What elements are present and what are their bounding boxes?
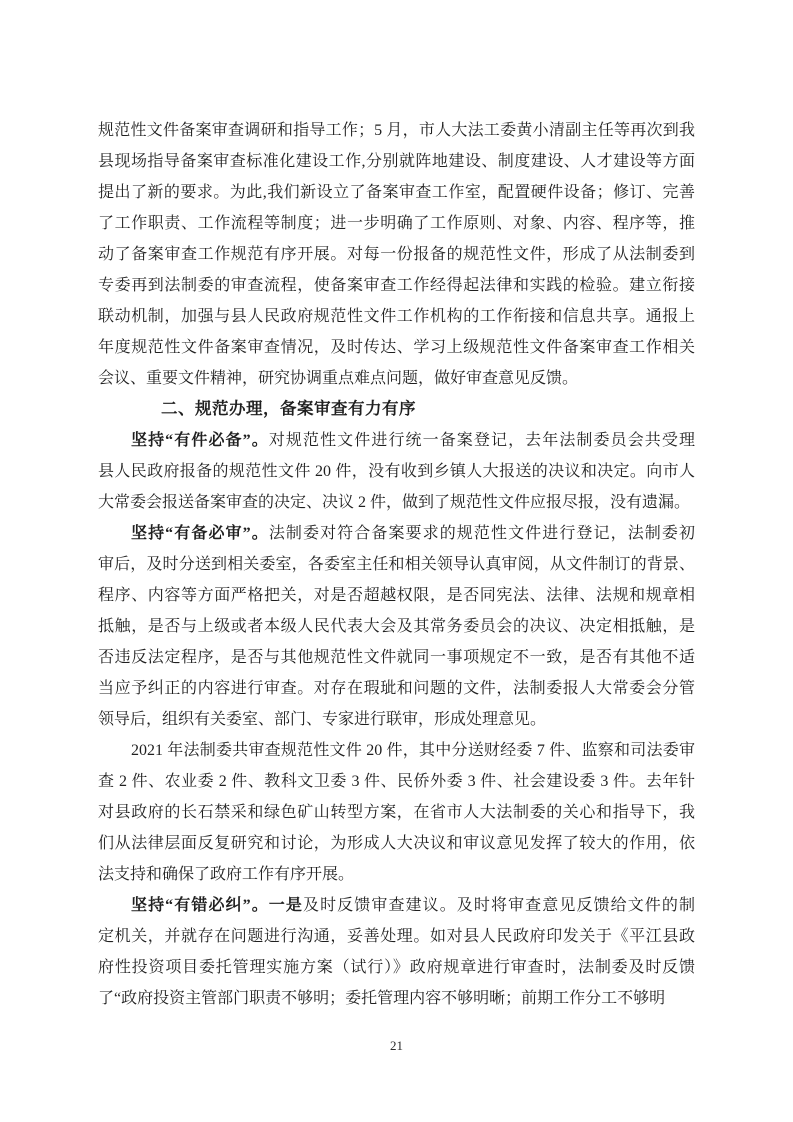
text-line: 法支持和确保了政府工作有序开展。 bbox=[98, 866, 355, 883]
text-line: 县现场指导备案审查标准化建设工作,分别就阵地建设、制度建设、人才建设等方面 bbox=[98, 153, 695, 170]
text-line: 坚持“有件必备”。对规范性文件进行统一备案登记，去年法制委员会共受理 bbox=[131, 432, 695, 449]
text-line: 坚持“有错必纠”。一是及时反馈审查建议。及时将审查意见反馈给文件的制 bbox=[131, 897, 695, 914]
bold-lead: 坚持“有件必备”。 bbox=[131, 432, 269, 449]
text-line: 提出了新的要求。为此,我们新设立了备案审查工作室，配置硬件设备；修订、完善 bbox=[98, 184, 695, 201]
text-line: 抵触，是否与上级或者本级人民代表大会及其常务委员会的决议、决定相抵触，是 bbox=[98, 618, 695, 635]
text-line: 对县政府的长石禁采和绿色矿山转型方案，在省市人大法制委的关心和指导下，我 bbox=[98, 804, 695, 821]
text-line: 府性投资项目委托管理实施方案（试行）》政府规章进行审查时，法制委及时反馈 bbox=[98, 959, 695, 976]
section-heading: 二、规范办理，备案审查有力有序 bbox=[161, 400, 416, 418]
text-line: 领导后，组织有关委室、部门、专家进行联审，形成处理意见。 bbox=[98, 711, 547, 728]
page-number: 21 bbox=[390, 1038, 403, 1053]
text-line: 了工作职责、工作流程等制度；进一步明确了工作原则、对象、内容、程序等，推 bbox=[98, 215, 695, 232]
text-line: 程序、内容等方面严格把关，对是否超越权限，是否同宪法、法律、法规和规章相 bbox=[98, 587, 695, 604]
text-line: 否违反法定程序，是否与其他规范性文件就同一事项规定不一致，是否有其他不适 bbox=[98, 649, 695, 666]
text-line: 联动机制，加强与县人民政府规范性文件工作机构的工作衔接和信息共享。通报上 bbox=[98, 308, 695, 325]
bold-lead: 坚持“有错必纠”。一是 bbox=[131, 897, 303, 914]
text-line: 当应予纠正的内容进行审查。对存在瑕玼和问题的文件，法制委报人大常委会分管 bbox=[98, 680, 695, 697]
text-line: 县人民政府报备的规范性文件 20 件，没有收到乡镇人大报送的决议和决定。向市人 bbox=[98, 463, 695, 480]
text-line: 动了备案审查工作规范有序开展。对每一份报备的规范性文件，形成了从法制委到 bbox=[98, 246, 695, 263]
text-line: 规范性文件备案审查调研和指导工作；5 月，市人大法工委黄小清副主任等再次到我 bbox=[98, 122, 695, 139]
text-line: 们从法律层面反复研究和讨论，为形成人大决议和审议意见发挥了较大的作用，依 bbox=[98, 835, 695, 852]
text-line: 年度规范性文件备案审查情况，及时传达、学习上级规范性文件备案审查工作相关 bbox=[98, 339, 695, 356]
text-area bbox=[98, 115, 695, 1014]
text-line: 专委再到法制委的审查流程，使备案审查工作经得起法律和实践的检验。建立衔接 bbox=[98, 277, 695, 294]
bold-lead: 坚持“有备必审”。 bbox=[131, 525, 269, 542]
text-line: 了“政府投资主管部门职责不够明；委托管理内容不够明晰；前期工作分工不够明 bbox=[98, 990, 666, 1007]
text-line: 定机关，并就存在问题进行沟通，妥善处理。如对县人民政府印发关于《平江县政 bbox=[98, 928, 695, 945]
text-line: 查 2 件、农业委 2 件、教科文卫委 3 件、民侨外委 3 件、社会建设委 3 件。去年针 bbox=[98, 773, 695, 790]
text-line: 2021 年法制委共审查规范性文件 20 件，其中分送财经委 7 件、监察和司法委审 bbox=[131, 742, 695, 759]
text-line: 会议、重要文件精神，研究协调重点难点问题，做好审查意见反馈。 bbox=[98, 370, 579, 387]
text-line: 审后，及时分送到相关委室，各委室主任和相关领导认真审阅，从文件制订的背景、 bbox=[98, 556, 695, 573]
text-line: 大常委会报送备案审查的决定、决议 2 件，做到了规范性文件应报尽报，没有遗漏。 bbox=[98, 494, 691, 511]
text-line: 坚持“有备必审”。法制委对符合备案要求的规范性文件进行登记，法制委初 bbox=[131, 525, 695, 542]
